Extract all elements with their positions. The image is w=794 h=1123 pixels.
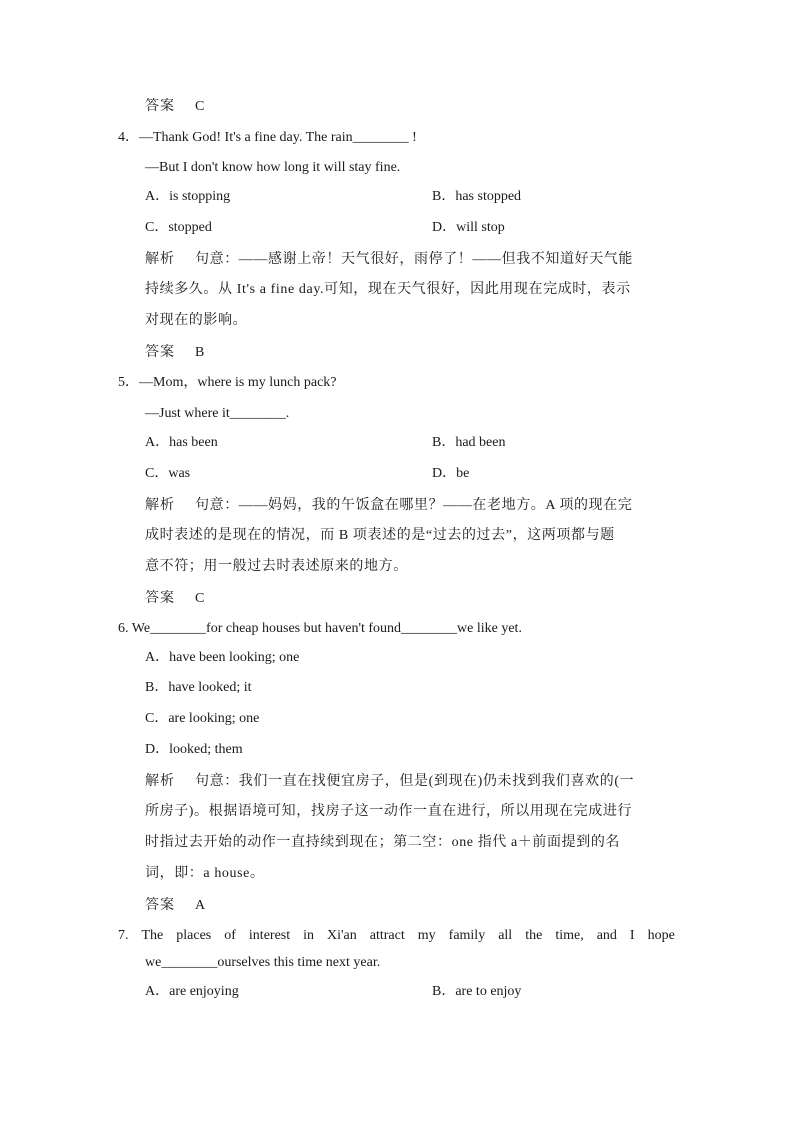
question-4-stem: [118, 128, 417, 148]
option-c: C．stopped: [145, 220, 212, 235]
explanation-line: 对现在的影响。: [145, 313, 248, 328]
word: interest: [248, 928, 291, 943]
option-b: B．have looked; it: [145, 680, 252, 695]
answer-label: 答案: [145, 590, 175, 606]
explanation-line: [145, 495, 632, 516]
question-6-stem: 6. We________for cheap houses but haven't found________we like yet.: [118, 621, 522, 636]
option-b: B．are to enjoy: [432, 984, 522, 999]
word: hope: [647, 928, 675, 943]
word: time,: [555, 928, 584, 943]
word: in: [303, 928, 315, 943]
option-b: B．has stopped: [432, 189, 522, 204]
explanation-line: 时指过去开始的动作一直持续到现在；第二空：one 指代 a＋前面提到的名: [145, 835, 621, 850]
word: all: [498, 928, 513, 943]
question-text: —Thank God! It's a fine day. The rain________ !: [139, 130, 417, 145]
explanation-line: 持续多久。从 It's a fine day.可知，现在天气很好，因此用现在完成时，表示: [145, 282, 631, 297]
option-c: C．are looking; one: [145, 711, 260, 726]
word: Xi'an: [327, 928, 357, 943]
word: family: [448, 928, 486, 943]
explanation-label: 解析: [145, 773, 175, 789]
word: places: [176, 928, 212, 943]
question-text: —Mom，where is my lunch pack?: [139, 375, 337, 390]
explanation-line: 意不符；用一般过去时表述原来的地方。: [145, 559, 408, 574]
answer-value: C: [195, 99, 205, 114]
word: The: [141, 928, 164, 943]
question-number: 5．: [118, 375, 139, 390]
answer-value: B: [195, 345, 205, 360]
option-b: B．had been: [432, 435, 506, 450]
answer-label: 答案: [145, 344, 175, 360]
option-a: A．has been: [145, 435, 218, 450]
option-a: A．is stopping: [145, 189, 231, 204]
explanation-line: [145, 771, 634, 792]
explanation-text: 句意：我们一直在找便宜房子，但是(到现在)仍未找到我们喜欢的(一: [195, 774, 635, 789]
answer-line-q5: [145, 588, 204, 609]
option-a: A．have been looking; one: [145, 650, 300, 665]
answer-label: 答案: [145, 897, 175, 913]
word: attract: [369, 928, 405, 943]
explanation-label: 解析: [145, 497, 175, 513]
explanation-text: 句意：——妈妈，我的午饭盒在哪里？——在老地方。A 项的现在完: [195, 498, 633, 513]
explanation-label: 解析: [145, 251, 175, 267]
explanation-line: 所房子)。根据语境可知，找房子这一动作一直在进行，所以用现在完成进行: [145, 804, 633, 819]
option-d: D．will stop: [432, 220, 505, 235]
answer-line-q6: [145, 895, 205, 916]
word: my: [417, 928, 436, 943]
explanation-line: 成时表述的是现在的情况，而 B 项表述的是“过去的过去”，这两项都与题: [145, 528, 615, 543]
word: of: [224, 928, 236, 943]
answer-line-q4: [145, 342, 204, 363]
question-number: 4．: [118, 130, 139, 145]
question-5-line2: —Just where it________.: [145, 406, 290, 421]
word: I: [629, 928, 635, 943]
option-d: D．be: [432, 466, 470, 481]
word: the: [525, 928, 543, 943]
question-7-line2: we________ourselves this time next year.: [145, 955, 381, 970]
option-a: A．are enjoying: [145, 984, 239, 999]
question-7-stem: [118, 926, 675, 946]
explanation-line: [145, 249, 633, 270]
question-5-stem: [118, 373, 337, 393]
explanation-line: 词，即：a house。: [145, 866, 265, 881]
answer-label: 答案: [145, 98, 175, 114]
word: and: [596, 928, 617, 943]
explanation-text: 句意：——感谢上帝！天气很好，雨停了！——但我不知道好天气能: [195, 252, 633, 267]
question-4-line2: —But I don't know how long it will stay fine.: [145, 160, 401, 175]
option-d: D．looked; them: [145, 742, 243, 757]
answer-value: C: [195, 591, 205, 606]
option-c: C．was: [145, 466, 191, 481]
answer-value: A: [195, 898, 206, 913]
answer-line-q3: [145, 96, 204, 117]
word: 7.: [118, 928, 129, 943]
